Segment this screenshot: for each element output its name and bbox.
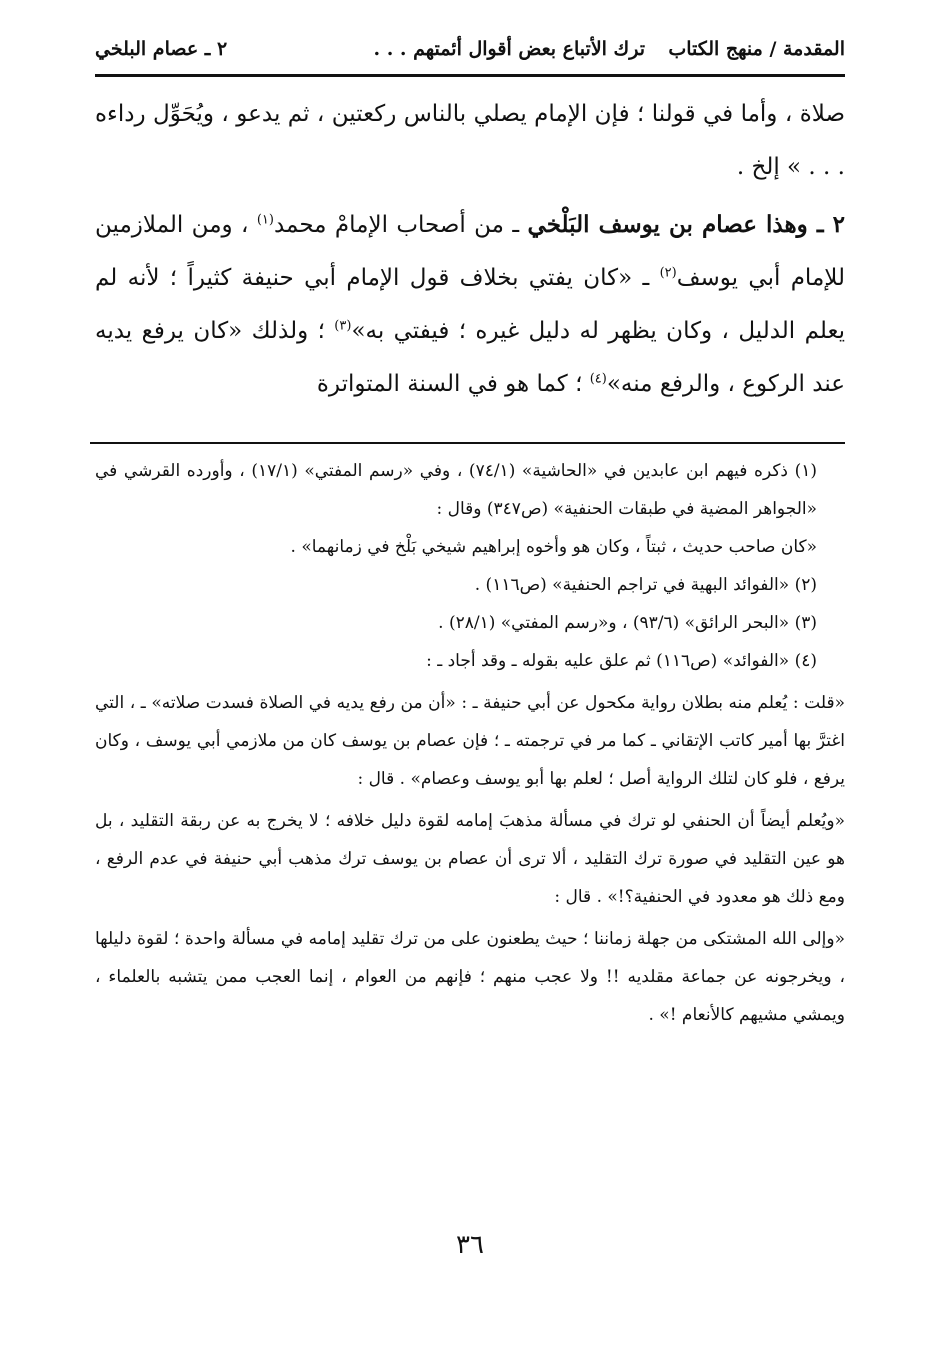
paragraph-2-part-e: ؛ كما هو في السنة المتواترة bbox=[316, 371, 590, 397]
header-section-title: المقدمة / منهج الكتاب bbox=[668, 38, 845, 60]
footnote-1: (١) ذكره فيهم ابن عابدين في «الحاشية» (٧٤/١) ، وفي «رسم المفتي» (١٧/١) ، وأورده القرشي في «الجواهر المضية في طبقات الحنفية» (ص٣٤٧) وقال : bbox=[95, 461, 817, 519]
footnote-ref-2: (٢) bbox=[659, 265, 677, 281]
footnote-4-quote-2: «ويُعلم أيضاً أن الحنفي لو ترك في مسألة مذهبَ إمامه لقوة دليل خلافه ؛ لا يخرج به عن ربقة التقليد ، بل هو عين التقليد في صورة ترك التقليد ، ألا ترى أن عصام بن يوسف ترك مذهب أبي حنيفة في عدم الرفع ، ومع ذلك هو معدود في الحنفية؟!» . قال : bbox=[95, 811, 845, 907]
paragraph-2-part-d: ؛ ولذلك «كان يرفع يديه عند الركوع ، والرفع منه» bbox=[95, 318, 845, 397]
footnote-ref-3: (٣) bbox=[334, 318, 352, 334]
footnote-ref-1: (١) bbox=[256, 212, 274, 228]
footnotes bbox=[95, 452, 845, 1034]
page-number: ٣٦ bbox=[456, 1230, 484, 1260]
running-header bbox=[95, 30, 845, 77]
footnote-ref-4: (٤) bbox=[589, 371, 607, 387]
footnote-separator bbox=[90, 442, 845, 444]
footnote-1-quote: «كان صاحب حديث ، ثبتاً ، وكان هو وأخوه إبراهيم شيخي بَلْخ في زمانهما» . bbox=[290, 537, 817, 557]
footnote-4: (٤) «الفوائد» (ص١١٦) ثم علق عليه بقوله ـ وقد أجاد ـ : bbox=[426, 651, 817, 671]
footnote-2: (٢) «الفوائد البهية في تراجم الحنفية» (ص١١٦) . bbox=[474, 575, 817, 595]
footnote-3: (٣) «البحر الرائق» (٩٣/٦) ، و«رسم المفتي» (٢٨/١) . bbox=[438, 613, 817, 633]
paragraph-2-lead: ٢ ـ وهذا عصام بن يوسف البَلْخي bbox=[527, 211, 845, 238]
main-text bbox=[95, 88, 845, 411]
paragraph-2-part-a: ـ من أصحاب الإمامْ محمد bbox=[273, 212, 528, 238]
paragraph-2 bbox=[95, 198, 845, 411]
header-topic-title: ترك الأتباع بعض أقوال أئمتهم . . . bbox=[373, 38, 645, 60]
footnote-4-quote-3: «وإلى الله المشتكى من جهلة زماننا ؛ حيث يطعنون على من ترك تقليد إمامه في مسألة واحدة ؛ لقوة دليلها ، ويخرجونه عن جماعة مقلديه !! ولا عجب منهم ؛ فإنهم من العوام ، إنما العجب ممن يتشبه بالعلماء ، ويمشي مشيهم كالأنعام !» . bbox=[95, 929, 845, 1025]
footnote-4-quote-1: «قلت : يُعلم منه بطلان رواية مكحول عن أبي حنيفة ـ : «أن من رفع يديه في الصلاة فسدت صلاته» ـ ، التي اغترَّ بها أمير كاتب الإتقاني ـ كما مر في ترجمته ـ ؛ فإن عصام بن يوسف كان من ملازمي أبي يوسف ، وكان يرفع ، فلو كان لتلك الرواية أصل ؛ لعلم بها أبو يوسف وعصام» . قال : bbox=[95, 693, 845, 789]
paragraph-1: صلاة ، وأما في قولنا ؛ فإن الإمام يصلي بالناس ركعتين ، ثم يدعو ، ويُحَوِّل رداءه . . . » إلخ . bbox=[95, 101, 845, 180]
paragraph-2-part-c: ـ «كان يفتي بخلاف قول الإمام أبي حنيفة كثيراً ؛ لأنه لم يعلم الدليل ، وكان يظهر له دليل غيره ؛ فيفتي به» bbox=[95, 265, 845, 344]
header-entry-title: ٢ ـ عصام البلخي bbox=[95, 38, 228, 60]
paragraph-2-part-b: ، ومن الملازمين للإمام أبي يوسف bbox=[95, 212, 845, 291]
